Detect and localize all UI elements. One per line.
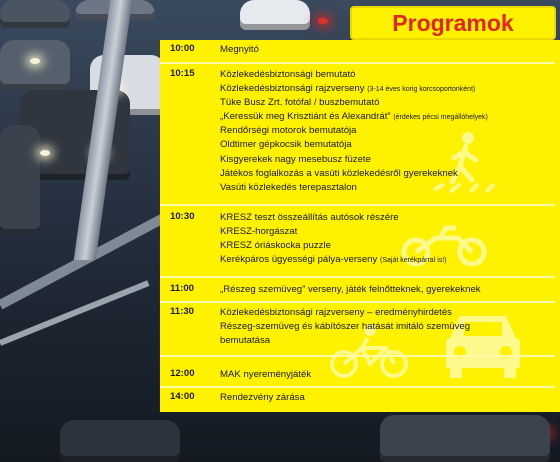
schedule-note: (3-14 éves korig korcsoportonként) [367, 86, 476, 94]
schedule-block [170, 391, 305, 405]
schedule-item: bemutatása [220, 335, 271, 347]
schedule-item: Megnyitó [220, 44, 259, 55]
schedule-time: 11:00 [170, 283, 195, 294]
title-box [350, 6, 556, 40]
schedule-item: Közlekedésbiztonsági bemutató [220, 69, 356, 80]
schedule-time: 10:15 [170, 68, 195, 79]
schedule-item: Tüke Busz Zrt. fotófal / buszbemutató [220, 97, 380, 109]
schedule-block [170, 211, 447, 267]
schedule-item: Részeg-szemüveg és kábítószer hatását imitáló szemüveg [220, 321, 471, 333]
schedule-item: Kisgyerekek nagy mesebusz füzete [220, 153, 371, 165]
schedule-item: Kerékpáros ügyességi pálya-verseny (Saját kerékpárral is!) [220, 254, 447, 266]
schedule-block [170, 368, 311, 382]
schedule-block [170, 283, 481, 297]
schedule-item: KRESZ teszt összeállítás autósok részére [220, 212, 399, 223]
schedule-item: KRESZ óriáskocka puzzle [220, 240, 331, 252]
schedule-time: 10:30 [170, 211, 195, 222]
schedule-item: „Részeg szemüveg” verseny, játék felnőtteknek, gyerekeknek [220, 284, 481, 295]
schedule-item: Közlekedésbiztonsági rajzverseny (3-14 éves korig korcsoportonként) [220, 83, 476, 95]
schedule-time: 12:00 [170, 368, 195, 379]
divider [160, 355, 555, 357]
page-title: Programok [392, 10, 514, 36]
divider [160, 204, 555, 206]
divider [160, 62, 555, 64]
schedule-time: 14:00 [170, 391, 195, 402]
schedule-item: KRESZ-horgászat [220, 226, 298, 238]
divider [160, 301, 555, 303]
schedule-item: Rendőrségi motorok bemutatója [220, 125, 357, 137]
divider [160, 386, 555, 388]
schedule-block [170, 68, 488, 195]
schedule-note: (Saját kerékpárral is!) [380, 257, 447, 265]
schedule-item: „Keressük meg Krisztiánt és Alexandrát” (érdekes pécsi megállóhelyek) [220, 111, 488, 123]
schedule-item: Rendezvény zárása [220, 392, 305, 403]
schedule-item: Közlekedésbiztonsági rajzverseny – eredményhirdetés [220, 307, 452, 318]
schedule-note: (érdekes pécsi megállóhelyek) [393, 114, 488, 122]
schedule-block [170, 43, 259, 57]
schedule-item: Játékos foglalkozás a vasúti közlekedésről gyerekeknek [220, 167, 458, 179]
schedule-time: 11:30 [170, 306, 195, 317]
divider [160, 276, 555, 278]
schedule-item: Vasúti közlekedés terepasztalon [220, 181, 357, 193]
schedule-block [170, 306, 470, 348]
schedule-item: MAK nyereményjáték [220, 369, 312, 380]
schedule-item: Oldtimer gépkocsik bemutatója [220, 139, 352, 151]
schedule-time: 10:00 [170, 43, 195, 54]
